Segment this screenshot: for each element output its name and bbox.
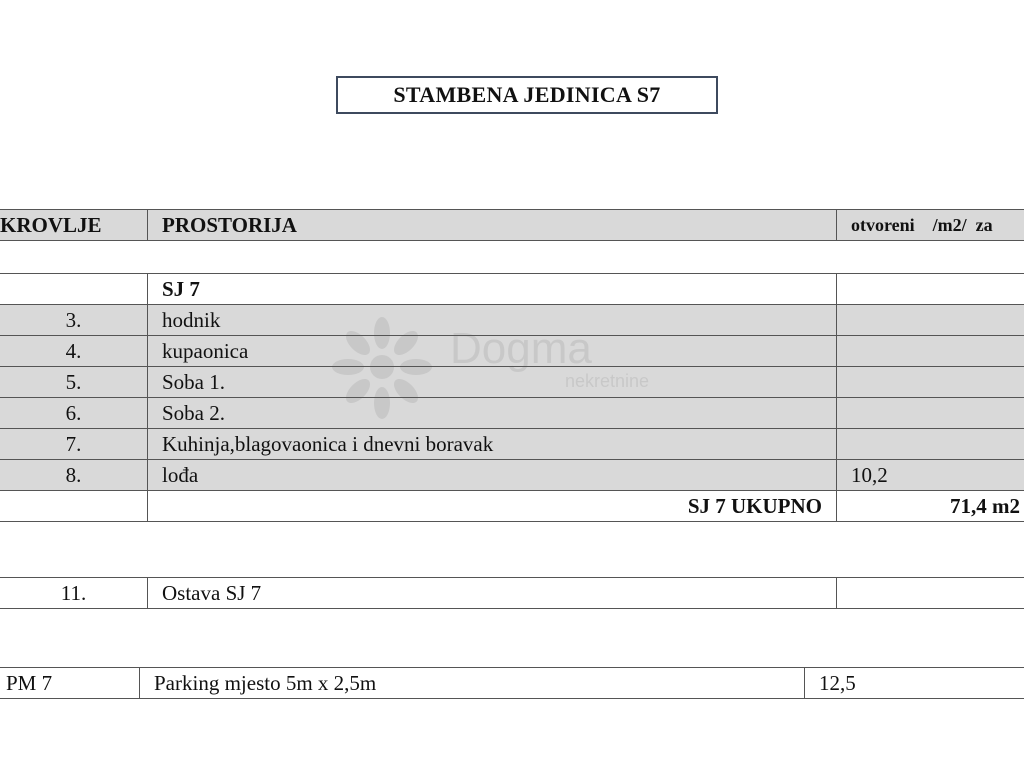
room-area <box>837 429 1024 459</box>
room-name: lođa <box>148 460 837 490</box>
table-row <box>0 460 1024 490</box>
room-area <box>837 398 1024 428</box>
table-row <box>0 429 1024 459</box>
parking-area: 12,5 <box>819 670 856 695</box>
room-number: 5. <box>0 367 148 397</box>
total-label: SJ 7 UKUPNO <box>148 491 837 521</box>
total-row <box>0 491 1024 521</box>
unit-label: SJ 7 <box>148 274 837 304</box>
room-name: hodnik <box>148 305 837 335</box>
table-header <box>0 210 1024 240</box>
storage-row <box>0 578 1024 608</box>
parking-row <box>0 668 1024 698</box>
storage-number: 11. <box>0 578 148 608</box>
storage-area <box>837 578 1024 608</box>
room-name: Soba 2. <box>148 398 837 428</box>
unit-label-row <box>0 274 1024 304</box>
table-row <box>0 305 1024 335</box>
storage-name: Ostava SJ 7 <box>148 578 837 608</box>
table-row <box>0 336 1024 366</box>
room-area <box>837 305 1024 335</box>
room-name: Soba 1. <box>148 367 837 397</box>
table-row <box>0 398 1024 428</box>
parking-name: Parking mjesto 5m x 2,5m <box>140 668 805 698</box>
room-number: 4. <box>0 336 148 366</box>
room-area <box>837 336 1024 366</box>
table-row <box>0 367 1024 397</box>
room-area <box>837 367 1024 397</box>
room-number: 7. <box>0 429 148 459</box>
header-krovlje: KROVLJE <box>0 210 148 240</box>
room-number: 6. <box>0 398 148 428</box>
page-title: STAMBENA JEDINICA S7 <box>336 76 718 114</box>
header-prostorija: PROSTORIJA <box>148 210 837 240</box>
room-number: 3. <box>0 305 148 335</box>
total-value: 71,4 m2 <box>950 493 1020 518</box>
header-area: otvoreni /m2/ za <box>851 214 993 235</box>
room-name: kupaonica <box>148 336 837 366</box>
room-number: 8. <box>0 460 148 490</box>
parking-code: PM 7 <box>0 668 140 698</box>
room-area: 10,2 <box>851 462 888 487</box>
room-name: Kuhinja,blagovaonica i dnevni boravak <box>148 429 837 459</box>
